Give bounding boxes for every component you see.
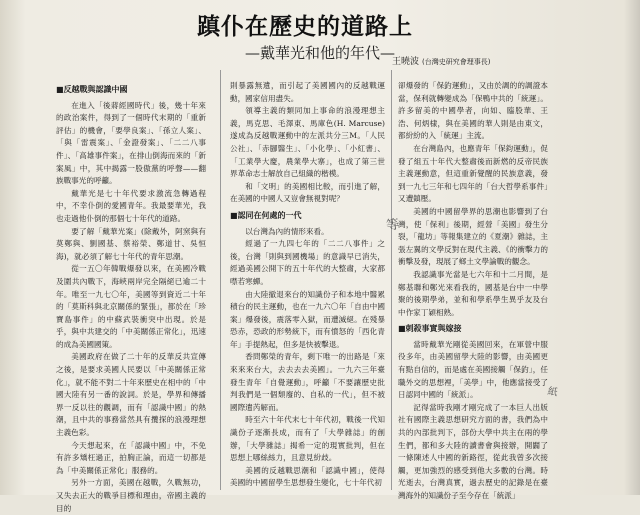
paragraph: 今天想起來，在「認識中國」中，不免有許多矯枉過正，拍胸正論，而這一切都是為「中美關係正常化」服務的。 — [56, 440, 206, 475]
paragraph: 美國的反越戰思潮和「認識中國」，使得美國的中國留學生思想發生變化，七十年代初 — [230, 465, 385, 488]
paragraph: 另外一方面，美國在越戰，久戰無功，又失去正大的戰爭目標和理由，帝國主義的目的 — [56, 478, 206, 513]
paragraph: 香問鄭榮的青年，剩下唯一的出路是「來來來來台大，去去去去美國」。一九六三年臺發生青年「自覺運動」，呼籲「不要讓歷史批判我們是一個頹廢的、自私的一代」，但不被國際遺芮解而。 — [230, 352, 385, 412]
article-title: 蹎仆在歷史的道路上 — [197, 13, 413, 40]
article-column-1 — [56, 80, 206, 513]
column-divider — [220, 70, 221, 490]
article-column-3 — [398, 80, 548, 500]
paragraph: 戴華光是七十年代要求激流急轉過程中，不幸仆倒的愛國青年。我最要華光，我也走過他仆倒的那個七十年代的道路。 — [56, 188, 206, 223]
paragraph: 以台灣為內的情形來看。 — [245, 226, 329, 236]
paragraph: 從一五〇年韓戰爆發以來，在美國冷戰及圍共內戰下，海峽兩岸完全隔絕已逾二十年。唯至一九七〇年，美國等到資近二十年的「莫斯科與北京關係的緊張」，都於在「珍寶島事件」的中蘇武裝衝突中出現。於是乎，與中共建交的「中美關係正常化」，迅速的成為美國國策。 — [56, 264, 206, 349]
paragraph: 當時戴華光剛從美國回來，在軍營中服役多年，由美國留學大陸的影響，由美國更有點自信的，而是處在美國接觸「保釣」，任職外交的思想裡，「美學」中，他應當接受了日認同中國的「統派」。 — [398, 339, 548, 400]
author-affiliation: (台灣史研究會理事長) — [422, 58, 491, 66]
paragraph: 則暴露無遺，而引起了美國國內的反越戰運動，國家信用盡失。 — [230, 81, 385, 103]
handwritten-annotation: 等 — [385, 217, 401, 234]
paragraph: 由大陸撤退來台的知識份子和本地中醫累積台的民主運動，也在一九六〇年「自由中國案」爆發後，震落零入獄，而遭滅絕。在殘暴恐赤，恐政的形勢統下，而有憤怒的「西化青年」手提熱起，但多是快被擊退。 — [230, 289, 385, 349]
section-heading: ■刺殺事實與嫁接 — [398, 323, 462, 334]
paragraph: 在台灣島內，也應青年「保鈞運動」，促發了組五十年代大整肅後而新燃的反帝民族主義運動意，但這重新覺醒的民族意義，發到一九七三年和七四年的「台大哲學系事件」又遭鎮壓。 — [398, 143, 548, 204]
author-byline — [392, 54, 490, 67]
paragraph: 和「文明」的美國相比較，而引進了解，在美國的中國人又豈會無視對呢？ — [230, 181, 385, 204]
page-edge-shadow — [624, 0, 640, 495]
paragraph: 美國政府在做了二十年的反華反共宣傳之後，是要求美國人民要以「中美關係正常化」，就不能不對二十年來歷史在相中的「中國大陸有另一番的說詞。於是，學界和傳播界一反以往的觀調，而有「認識中國」的熱潮，且中共的事務當然具有攬探的浪漫理想主義色彩。 — [56, 352, 206, 438]
paragraph: 卻爆發的「保釣運動」，又由於調的的調證本當，保利就轉變成為「保鴨中共的「統運」。許多留美的中國學者，向如、臨股華、王浩、何炳棣，與在美國的華人則是由東文，都紛紛的入「統運」主流。 — [398, 81, 548, 141]
column-divider — [391, 70, 392, 490]
paragraph: 時至六十年代末七十年代初，戰後一代知識份子逐漸長成，而有了「大學雜誌」的創辦，「大學雜誌」揭希一定的現實批判，但在思想上哪絲絲力，且意見紛歧。 — [230, 415, 385, 463]
author-name: 王曉波 — [392, 57, 420, 67]
handwritten-annotation: 紙 — [546, 386, 559, 399]
article-subtitle: —戴華光和他的年代— — [244, 44, 395, 62]
paragraph: 經過了一九四七年的「二二八事件」之後，台灣「則與到國機場」的意識早已消失，經過美國公開下的五十年代的大整肅，大家都噤若寒蟬。 — [230, 239, 385, 286]
paragraph: 我認識事光當是七六年和十二月間，是鄭基聯和鄭光來看我的，國基是台中一中學聚的後期學弟，並和和學系學生異乎友及台中作家丁穎相熟。 — [398, 269, 548, 317]
paragraph: 要了解「戴華光案」(除戴外，阿窯與有莫鄭與、劉國基、蔡裕榮、鄭道甘、吳恒海)，就必須了解七十年代的青年思潮。 — [56, 226, 206, 261]
article-column-2 — [230, 80, 385, 490]
paragraph: 在進入「後蔣經國時代」後，幾十年來的政治案件，得到了一個時代末期的「重新評估」的機會，「要學良案」、「孫立人案」、「與「雷震案」、「金證發案」、「二二八事件」、「高雄事件案」，在排山倒海而來的「新案風」中，其中揭露一股傲黨的呼聲——翻族戰事光的呼籲。 — [56, 100, 206, 186]
section-heading: ■反越戰與認識中國 — [56, 84, 128, 94]
section-heading: ■認同在何處的一代 — [230, 209, 302, 220]
paragraph: 記得當時我剛才剛完成了一本巨人出版社有國際主義思想研究方面的書，我們為中共的內部批判下，部份大學中共主在兩的學生們，都和多大陸的讀書會與接辦，開闢了一條陳述人中國的新路徑，從此我曾多次接觸，更加強烈的感受到他大多數的台灣。時光逝去，台灣真實，過去歷史的記錄是在臺灣海外的知識份子至今存在「統派」 — [398, 402, 548, 500]
paragraph: 領導主義的類同加上事命的浪漫理想主義，馬克思、毛澤東、馬庫色(H. Marcuse)遂成為反越戰運動中的左派共分三M。「人民公社」、「赤腳醫生」、「小化學」、「小紅書」、「工業學大慶，農業學大寨」，也成了第三世界革命志士解放自己組織的楷模。 — [230, 106, 385, 179]
paragraph: 美國的中國留學界的思潮也影響到了台灣，使「保利」後期，經營「美國」發生分裂，「龍坊」等報集建立的《夏潮》雜誌，主張左翼的文學反對在現代主義、《的衝擊力的衝擊及發，現展了鄉土文學論戰的觀念。 — [398, 206, 548, 267]
